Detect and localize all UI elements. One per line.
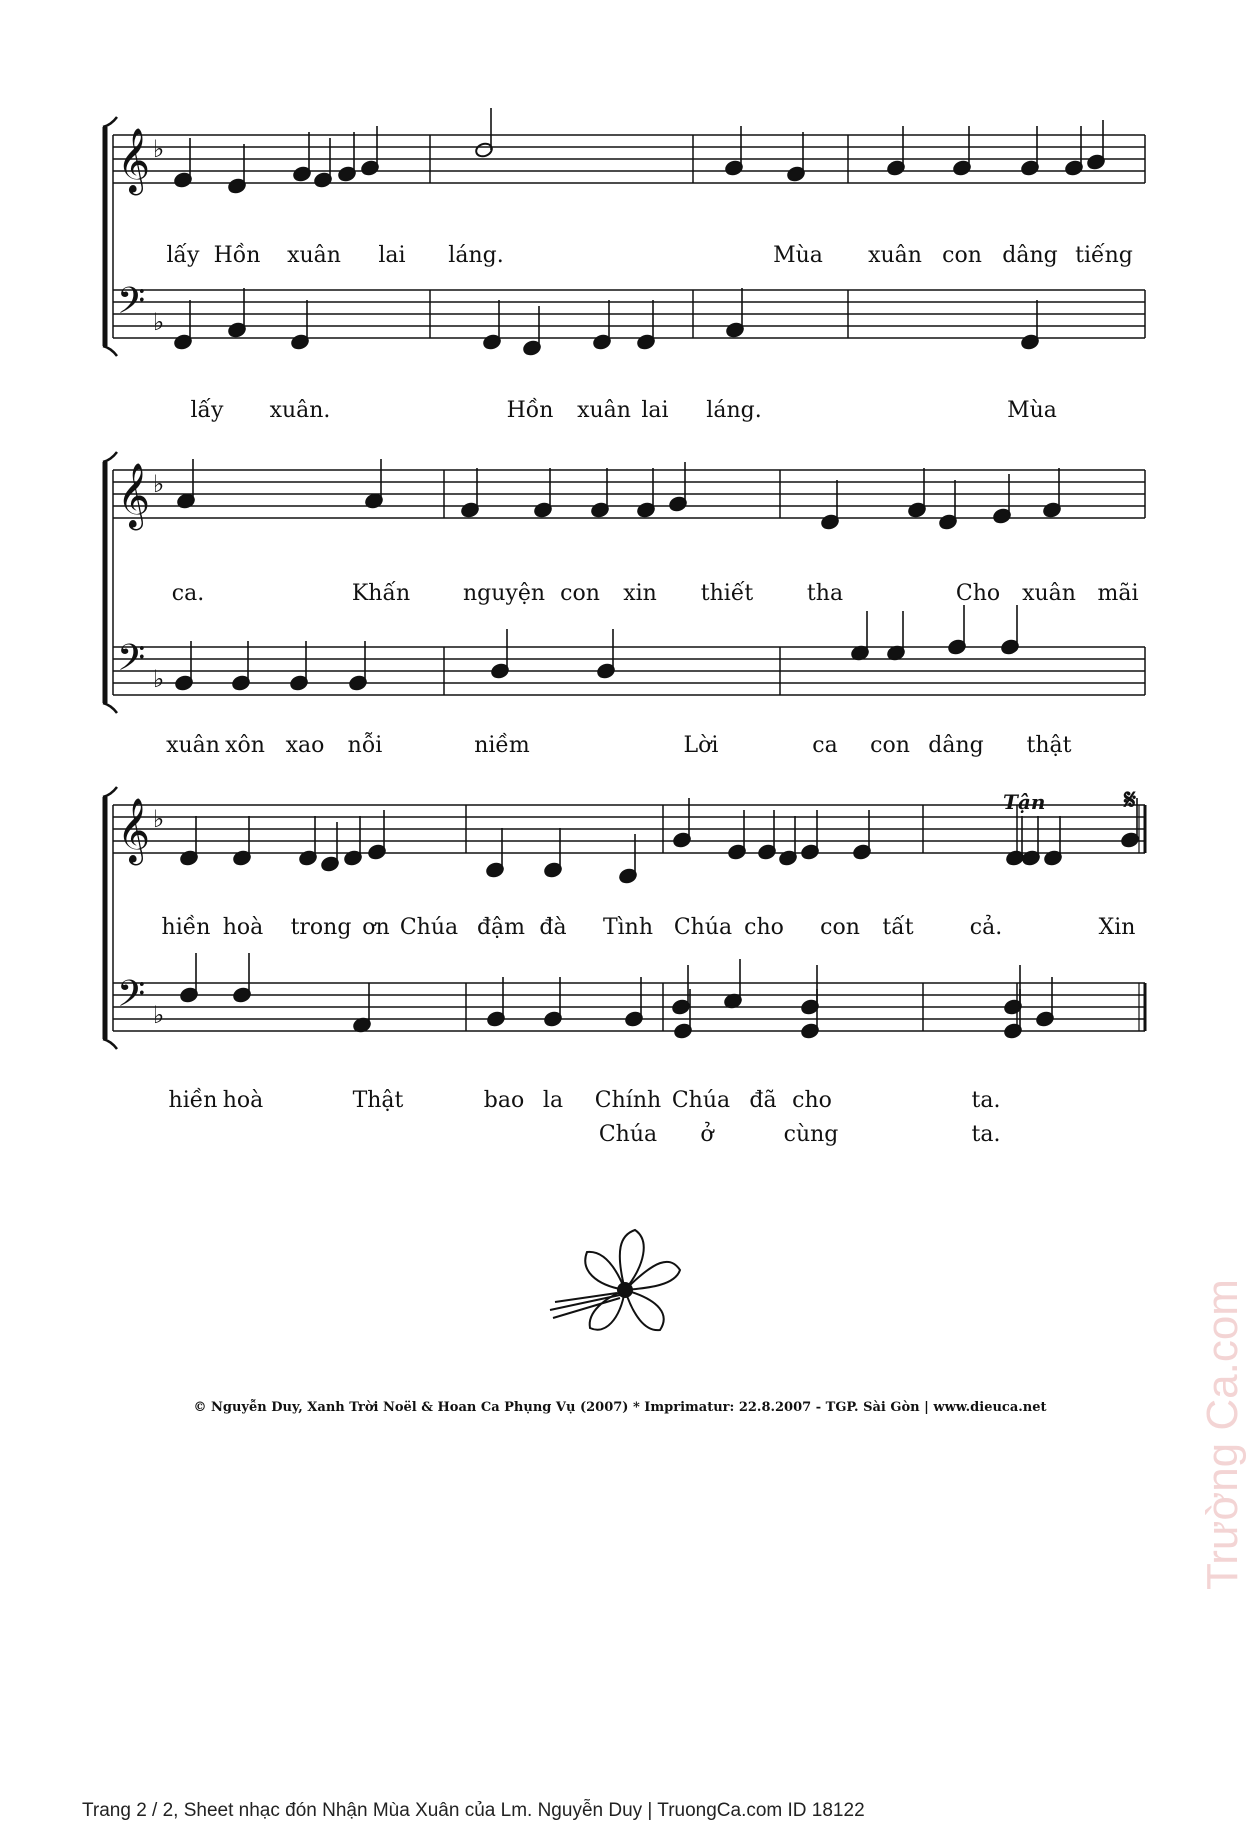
flower-ornament: [550, 1230, 680, 1330]
lyric: hoà: [222, 1088, 264, 1113]
flat-icon: ♭: [153, 665, 165, 693]
lyric: Khấn: [351, 581, 411, 606]
bracket-hook: [103, 1039, 117, 1049]
treble-clef-icon: 𝄞: [117, 128, 151, 193]
lyric: con: [870, 733, 910, 758]
bass-clef-icon: 𝄢: [117, 280, 146, 331]
lyric: ca.: [171, 581, 205, 606]
lyric: xôn: [225, 733, 265, 758]
lyric: Cho: [955, 581, 1001, 606]
lyric: thật: [1026, 733, 1072, 758]
lyric: ơn: [362, 915, 390, 940]
lyric: xin: [623, 581, 657, 606]
lyric: cho: [792, 1088, 832, 1113]
lyric: tất: [882, 915, 914, 940]
lyric: ở: [700, 1122, 714, 1147]
lyric: láng.: [706, 398, 762, 423]
lyric: xuân.: [269, 398, 331, 423]
lyric: niềm: [474, 733, 530, 758]
lyric: xuân: [868, 243, 922, 268]
petal: [620, 1230, 644, 1290]
lyric: Xin: [1098, 915, 1136, 940]
lyric: cùng: [783, 1122, 839, 1147]
lyric: cho: [744, 915, 784, 940]
lyric: Lời: [683, 733, 719, 758]
lyric: láng.: [448, 243, 504, 268]
lyric: Thật: [352, 1088, 404, 1113]
lyric: Hồn: [213, 243, 261, 268]
bass-clef-icon: 𝄢: [117, 637, 146, 688]
flat-icon: ♭: [153, 805, 165, 833]
lyric: nguyện: [462, 581, 546, 606]
bracket-hook: [103, 787, 117, 797]
flat-icon: ♭: [153, 1001, 165, 1029]
bracket-hook: [103, 452, 117, 462]
lyric: thiết: [700, 581, 754, 606]
lyric: bao: [483, 1088, 525, 1113]
petal: [625, 1262, 680, 1290]
lyric: con: [942, 243, 982, 268]
lyric: Chính: [594, 1088, 662, 1113]
page-info-line: Trang 2 / 2, Sheet nhạc đón Nhận Mùa Xuân của Lm. Nguyễn Duy | TruongCa.com ID 18122: [82, 1800, 865, 1821]
lyric: xao: [285, 733, 325, 758]
lyric: Tình: [602, 915, 654, 940]
lyric: tiếng: [1075, 243, 1133, 268]
lyric: Chúa: [598, 1122, 658, 1147]
lyric: dâng: [1002, 243, 1058, 268]
lyric: con: [820, 915, 860, 940]
bracket-hook: [103, 117, 117, 127]
stem: [550, 1293, 620, 1318]
treble-clef-icon: 𝄞: [117, 463, 151, 528]
bracket-hook: [103, 346, 117, 356]
lyric: xuân: [287, 243, 341, 268]
lyric: ca: [812, 733, 838, 758]
lyric: la: [542, 1088, 564, 1113]
flat-icon: ♭: [153, 470, 165, 498]
flat-icon: ♭: [153, 308, 165, 336]
lyric: nỗi: [347, 733, 383, 758]
lyric: Chúa: [399, 915, 459, 940]
lyric: hoà: [222, 915, 264, 940]
lyric: xuân: [1022, 581, 1076, 606]
flat-icon: ♭: [153, 135, 165, 163]
lyric: lấy: [190, 398, 224, 423]
lyric: con: [560, 581, 600, 606]
tan-marking: Tận: [1003, 790, 1046, 814]
lyric: lai: [641, 398, 669, 423]
watermark: Trường Ca.com: [1198, 1279, 1247, 1590]
lyric: đậm: [476, 915, 526, 940]
lyric: Mùa: [773, 243, 823, 268]
lyric: ta.: [971, 1088, 1001, 1113]
lyric: dâng: [928, 733, 984, 758]
lyric: Hồn: [506, 398, 554, 423]
lyric: cả.: [969, 915, 1003, 940]
bass-clef-icon: 𝄢: [117, 973, 146, 1024]
lyric: hiền: [168, 1088, 218, 1113]
flower-center: [618, 1283, 632, 1297]
petal: [625, 1290, 664, 1330]
segno-icon: 𝄋: [1124, 783, 1137, 816]
lyric: xuân: [577, 398, 631, 423]
lyric: xuân: [166, 733, 220, 758]
lyric: lấy: [166, 243, 200, 268]
lyric: Mùa: [1007, 398, 1057, 423]
lyric: trong: [290, 915, 352, 940]
treble-clef-icon: 𝄞: [117, 798, 151, 863]
lyric: Chúa: [671, 1088, 731, 1113]
lyric: hiền: [161, 915, 211, 940]
lyric: mãi: [1097, 581, 1139, 606]
bracket-hook: [103, 703, 117, 713]
lyric: Chúa: [673, 915, 733, 940]
lyric: lai: [378, 243, 406, 268]
lyric: đã: [749, 1088, 777, 1113]
copyright-credit: © Nguyễn Duy, Xanh Trời Noël & Hoan Ca Phụng Vụ (2007) * Imprimatur: 22.8.2007 - TGP. Sài Gòn | www.dieuca.net: [193, 1400, 1047, 1415]
lyric: tha: [806, 581, 844, 606]
lyric: ta.: [971, 1122, 1001, 1147]
lyric: đà: [539, 915, 567, 940]
